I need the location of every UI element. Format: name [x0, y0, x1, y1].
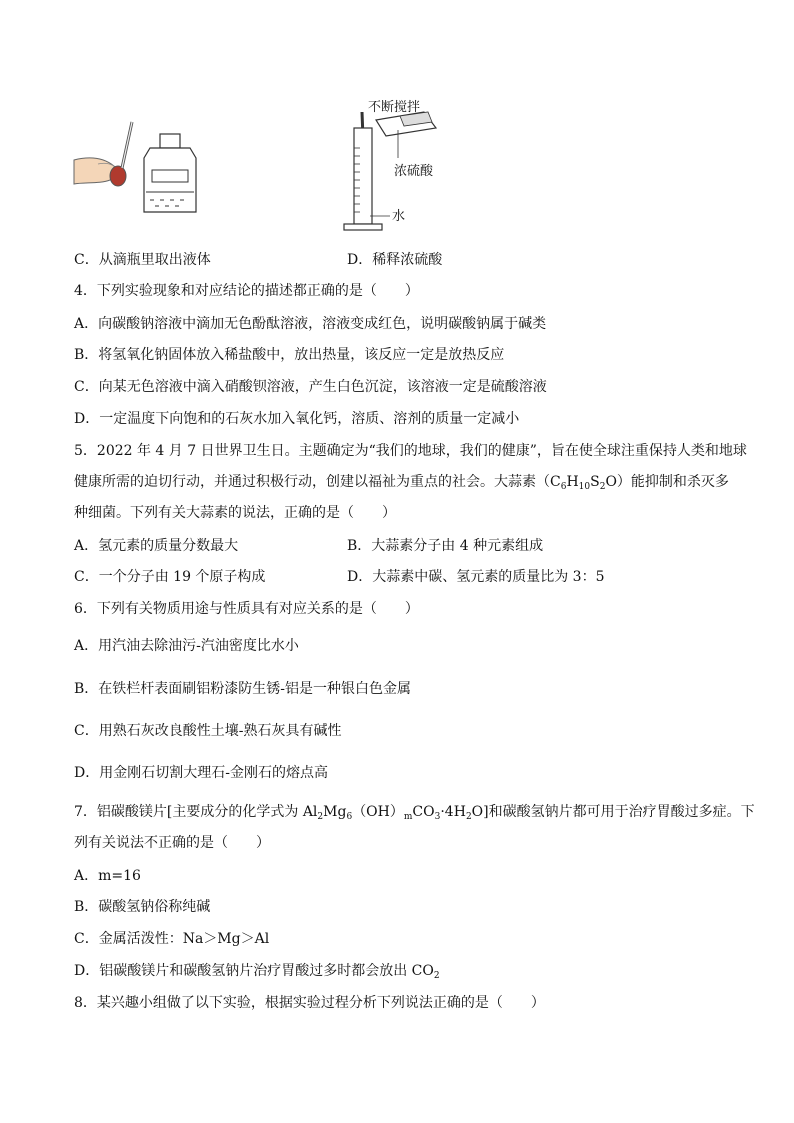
q4-option-a: A．向碳酸钠溶液中滴加无色酚酞溶液，溶液变成红色，说明碳酸钠属于碱类 — [74, 316, 547, 332]
q6-stem: 6．下列有关物质用途与性质具有对应关系的是（ ） — [74, 601, 419, 617]
q4-option-b: B．将氢氧化钠固体放入稀盐酸中，放出热量，该反应一定是放热反应 — [74, 347, 505, 363]
q5-option-c: C．一个分子由 19 个原子构成 — [74, 569, 266, 585]
q4-stem: 4．下列实验现象和对应结论的描述都正确的是（ ） — [74, 283, 419, 299]
q7-option-b: B．碳酸氢钠俗称纯碱 — [74, 899, 211, 915]
q5-option-a: A．氢元素的质量分数最大 — [74, 538, 239, 554]
q7-stem-line2: 列有关说法不正确的是（ ） — [74, 835, 270, 851]
q4-option-d: D．一定温度下向饱和的石灰水加入氧化钙，溶质、溶剂的质量一定减小 — [74, 411, 520, 427]
q6-option-b: B．在铁栏杆表面刷铝粉漆防生锈-铝是一种银白色金属 — [74, 681, 412, 697]
q3-option-c: C．从滴瓶里取出液体 — [74, 252, 211, 268]
q6-option-d: D．用金刚石切割大理石-金刚石的熔点高 — [74, 765, 328, 781]
label-acid: 浓硫酸 — [394, 164, 434, 179]
q7-option-c: C．金属活泼性：Na＞Mg＞Al — [74, 931, 270, 947]
q5-option-d: D．大蒜素中碳、氢元素的质量比为 3：5 — [347, 569, 605, 585]
q7-option-d: D．铝碳酸镁片和碳酸氢钠片治疗胃酸过多时都会放出 $CO_2$ — [74, 963, 440, 981]
q8-stem: 8．某兴趣小组做了以下实验，根据实验过程分析下列说法正确的是（ ） — [74, 995, 545, 1011]
q3-option-d: D．稀释浓硫酸 — [347, 252, 443, 268]
q5-stem-line3: 种细菌。下列有关大蒜素的说法，正确的是（ ） — [74, 505, 396, 521]
q6-option-c: C．用熟石灰改良酸性土壤-熟石灰具有碱性 — [74, 723, 342, 739]
q5-stem-line2: 健康所需的迫切行动，并通过积极行动，创建以福祉为重点的社会。大蒜素$(C_6H_{10}S_2O)$能抑制和杀灭多 — [74, 474, 729, 492]
q7-option-a: A．m=16 — [74, 868, 141, 884]
q4-option-c: C．向某无色溶液中滴入硝酸钡溶液，产生白色沉淀，该溶液一定是硫酸溶液 — [74, 379, 547, 395]
q5-stem-line1: 5．2022 年 4 月 7 日世界卫生日。主题确定为“我们的地球，我们的健康”，旨在使全球注重保持人类和地球 — [74, 443, 747, 459]
label-stir: 不断搅拌 — [368, 100, 421, 115]
q6-option-a: A．用汽油去除油污-汽油密度比水小 — [74, 638, 299, 654]
q5-option-b: B．大蒜素分子由 4 种元素组成 — [347, 538, 544, 554]
q7-stem-line1: 7．铝碳酸镁片[主要成分的化学式为 $Al_2Mg_6(OH)_mCO_3\cdot 4H_2O$]和碳酸氢钠片都可用于治疗胃酸过多症。下 — [74, 804, 755, 822]
label-water: 水 — [392, 209, 406, 224]
dropper-figure — [70, 112, 200, 222]
